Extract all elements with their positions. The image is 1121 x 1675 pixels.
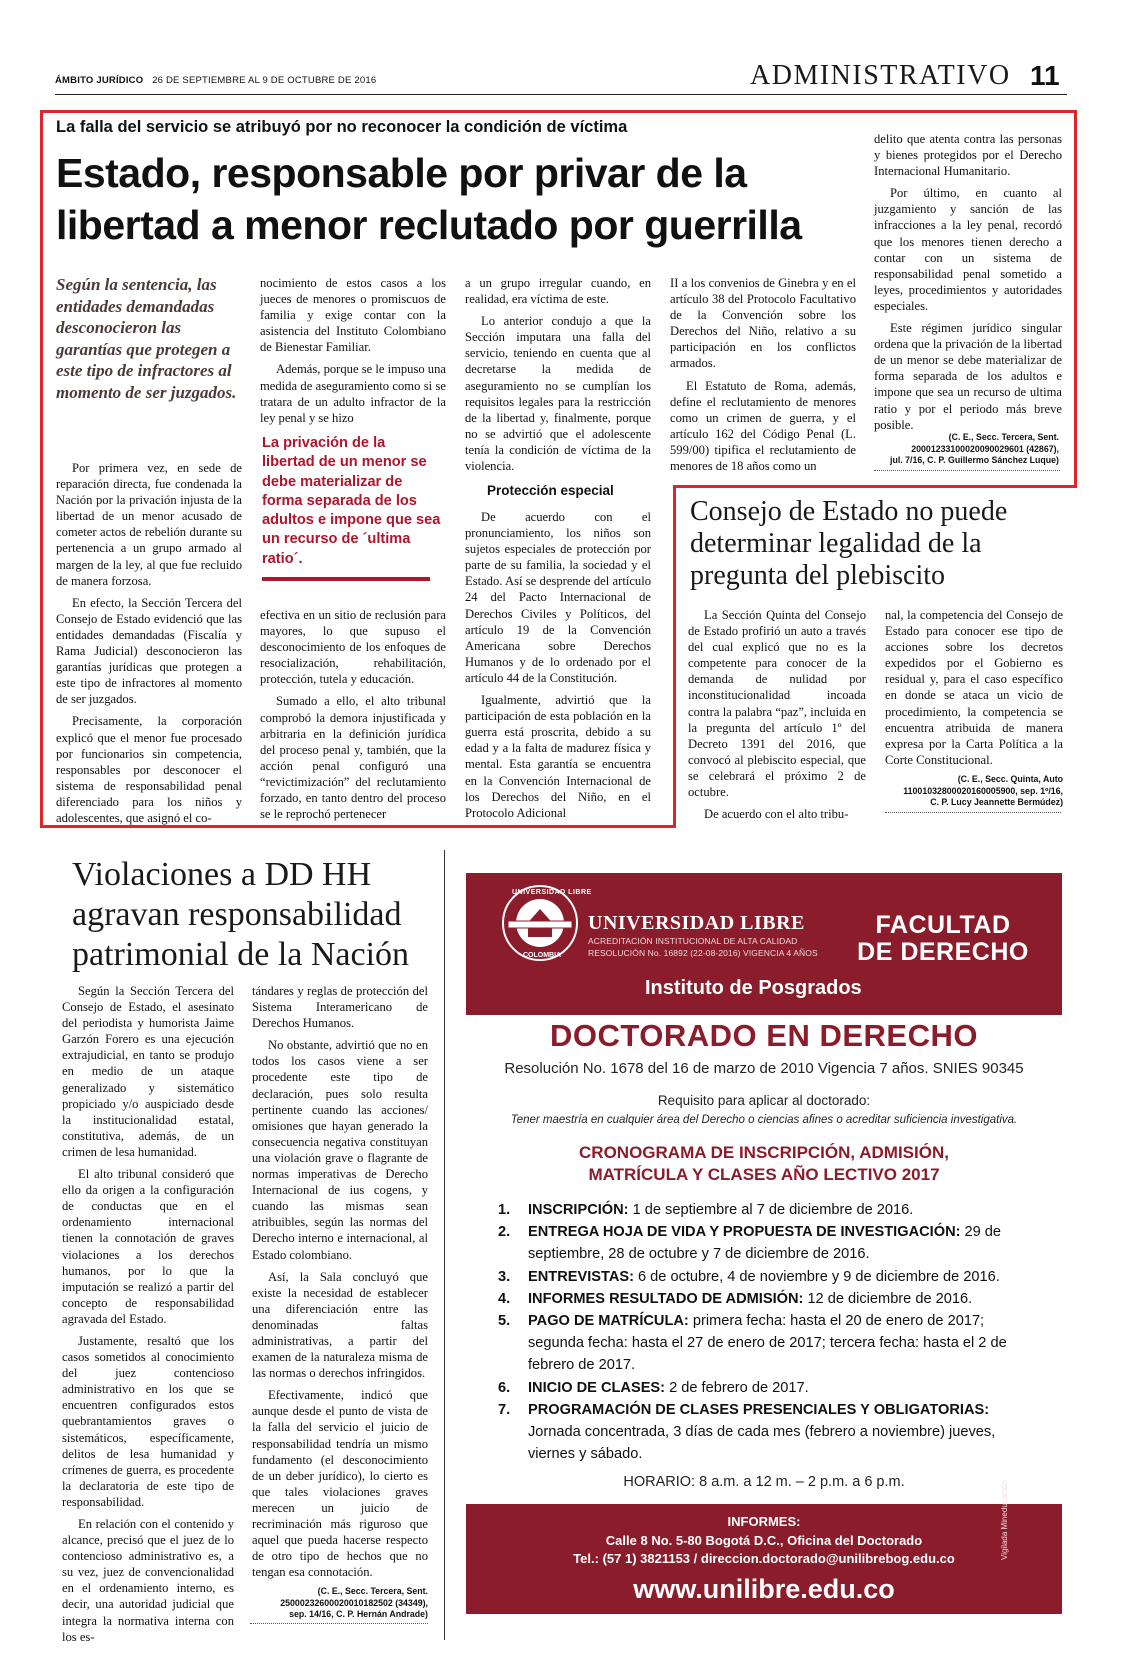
article1-lead: Según la sentencia, las entidades demandadas desconocieron las garantías que protegen a este tipo de infractores al momento de ser juzgados.: [56, 275, 237, 402]
paragraph: Efectivamente, indicó que aunque desde el punto de vista de la falla del servicio el juicio de responsabilidad tendría un mismo fundamento (el desconocimiento de un deber jurídico), lo cierto es que tales violaciones graves merecen un juicio de recriminación más riguroso que aquel que pueda hacerse respecto de otro tipo de hechos que no tengan esa connotación.: [252, 1388, 428, 1580]
item-label: ENTREGA HOJA DE VIDA Y PROPUESTA DE INVESTIGACIÓN:: [528, 1224, 961, 1241]
item-number: 7.: [498, 1401, 511, 1418]
institute-name: Instituto de Posgrados: [645, 977, 862, 999]
paragraph: Según la Sección Tercera del Consejo de Estado, el asesinato del periodista y humorista Jaime Garzón Forero es una ejecución extrajudicial, en tanto se produjo en medio de un ataque generalizado y sistemático propiciado y/o auspiciado desde la institucionalidad estatal, constitutiva, además, de un crimen de lesa humanidad.: [62, 984, 234, 1159]
paragraph: En efecto, la Sección Tercera del Consejo de Estado evidenció que las entidades demandadas (Fiscalía y Rama Judicial) desconocieron las garantías jurídicas que protegen a este tipo de infractores al momento de ser juzgados.: [56, 595, 242, 707]
item-text: 6 de octubre, 4 de noviembre y 9 de diciembre de 2016.: [633, 1268, 1000, 1285]
requirement-title: Requisito para aplicar al doctorado:: [657, 1093, 871, 1108]
paragraph: Precisamente, la corporación explicó que el menor fue procesado por funcionarios sin competencia, responsables por desconocer el sistema de responsabilidad penal diferenciado para los niños y adolescentes, que asignó el co-: [56, 714, 242, 825]
pullquote-bar: [262, 577, 430, 581]
issue-date: 26 DE SEPTIEMBRE AL 9 DE OCTUBRE DE 2016: [152, 75, 377, 86]
article3-col2: [252, 983, 428, 1580]
article-highlight-inner-edge: [673, 485, 1077, 488]
paragraph: Justamente, resaltó que los casos sometidos al conocimiento del juez contencioso administrativo en los que se encuentren configurados estos quebrantamientos graves o sistemáticos, específicamente, delitos de lesa humanidad y crímenes de guerra, es procedente la declaratoria de este tipo de responsabilidad.: [62, 1333, 234, 1509]
schedule-item: [498, 1377, 1034, 1399]
article3-citation: [250, 1586, 428, 1621]
citation-line: C. P. Lucy Jeannette Bermúdez): [930, 797, 1063, 807]
paragraph: a un grupo irregular cuando, en realidad, era víctima de este.: [465, 276, 651, 307]
paragraph: II a los convenios de Ginebra y en el artículo 38 del Protocolo Facultativo de la Convención sobre los Derechos del Niño, relativo a su participación en los conflictos armados.: [670, 276, 856, 371]
accreditation-line: ACREDITACIÓN INSTITUCIONAL DE ALTA CALIDAD: [588, 936, 798, 946]
article2-headline: Consejo de Estado no puede determinar legalidad de la pregunta del plebiscito: [690, 496, 1008, 591]
paragraph: En relación con el contenido y alcance, precisó que el juez de lo contencioso administrativo es, a su vez, juez de convencionalidad en el ordenamiento interno, es decir, una autoridad judicial que integra la normativa interna con los es-: [62, 1517, 234, 1644]
faculty-name: [848, 912, 1038, 966]
paragraph: Además, porque se le impuso una medida de aseguramiento como si se tratara de un adulto infractor de la ley penal y se hizo: [260, 362, 446, 425]
item-label: PAGO DE MATRÍCULA:: [528, 1313, 689, 1330]
paragraph: El alto tribunal consideró que ello da origen a la configuración de conductas que en el ordenamiento internacional tienen la connotación de graves violaciones a los derechos humanos, por lo que la imputación se realizó a partir del concepto de responsabilidad agravada del Estado.: [62, 1167, 234, 1326]
citation-rule: [885, 812, 1061, 813]
item-text: 12 de diciembre de 2016.: [803, 1290, 973, 1307]
citation-line: 20001233100020090029601 (42867),: [911, 443, 1059, 454]
item-number: 5.: [498, 1313, 511, 1330]
paragraph: Igualmente, advirtió que la participación de esta población en la guerra está proscrita, debido a su edad y a la falta de madurez física y mental. Esta garantía se encuentra en la Convención Internacional de los Derechos del Niño, en el Protocolo Adicional: [465, 693, 651, 820]
paragraph: El Estatuto de Roma, además, define el reclutamiento de menores como un crimen de guerra, y el artículo 162 del Código Penal (L. 599/00) tipifica el reclutamiento de menores de 18 años como un: [670, 378, 856, 474]
article3-col1: [62, 983, 234, 1645]
article1-col1: [56, 460, 242, 826]
article-highlight-inner-corner: [673, 485, 676, 828]
citation-rule: [250, 1623, 428, 1624]
article1-col3-top: [465, 275, 651, 474]
faculty-line: DE DERECHO: [857, 938, 1029, 966]
schedule-list: [498, 1199, 1034, 1465]
paragraph: No obstante, advirtió que no en todos los casos viene a ser procedente este tipo de declaración, pues solo resulta pertinente cuando las acciones/ omisiones que hayan generado la consecuencia negativa constituyan una violación grave o flagrante de normas imperativas de Derecho Internacional de ius cogens, y cuando las mismas sean atribuibles, según las normas del Derecho interno e internacional, al Estado colombiano.: [252, 1038, 428, 1262]
paragraph: delito que atenta contra las personas y bienes protegidos por el Derecho Internacional Humanitario.: [874, 132, 1062, 179]
address: Calle 8 No. 5-80 Bogotá D.C., Oficina del Doctorado: [605, 1533, 923, 1548]
schedule-item: [498, 1221, 1034, 1265]
item-number: 3.: [498, 1268, 511, 1285]
info-title: INFORMES:: [727, 1514, 801, 1529]
schedule-title-line: MATRÍCULA Y CLASES AÑO LECTIVO 2017: [588, 1165, 940, 1184]
article1-subhead: Protección especial: [487, 483, 614, 498]
page-number: 11: [1030, 60, 1060, 91]
item-label: INFORMES RESULTADO DE ADMISIÓN:: [528, 1290, 804, 1307]
paragraph: Así, la Sala concluyó que existe la necesidad de establecer una diferenciación entre las denominadas faltas administrativas, a partir del examen de la naturaleza misma de las normas o derechos infringidos.: [252, 1269, 428, 1381]
header-rule: [55, 94, 1067, 95]
citation-line: (C. E., Secc. Quinta, Auto: [957, 774, 1063, 784]
paragraph: Por primera vez, en sede de reparación directa, fue condenada la Nación por la privación injusta de la libertad de un menor acusado de cometer actos de rebelión durante su pertenencia a un grupo armado al margen de la ley, al que fue recluido de manera forzosa.: [56, 461, 242, 588]
office-hours: HORARIO: 8 a.m. a 12 m. – 2 p.m. a 6 p.m.: [623, 1474, 905, 1490]
article1-headline: Estado, responsable por privar de la libertad a menor reclutado por guerrilla: [56, 150, 802, 248]
schedule-title-line: CRONOGRAMA DE INSCRIPCIÓN, ADMISIÓN,: [579, 1143, 949, 1162]
university-name: UNIVERSIDAD LIBRE: [588, 912, 805, 934]
item-number: 6.: [498, 1379, 511, 1396]
column-divider: [444, 850, 445, 1640]
article1-col3-bottom: [465, 509, 651, 821]
item-text: primera fecha: hasta el 20 de enero de 2017; segunda fecha: hasta el 27 de enero de 2017; tercera fecha: hasta el 2 de febrero de 2017.: [528, 1313, 1007, 1374]
item-text: 1 de septiembre al 7 de diciembre de 2016.: [628, 1202, 914, 1218]
citation-line: jul. 7/16, C. P. Guillermo Sánchez Luque): [890, 455, 1059, 465]
publication-name: ÁMBITO JURÍDICO: [55, 75, 144, 86]
paragraph: Lo anterior condujo a que la Sección imputara una falla del servicio, teniendo en cuenta que al decretarse la medida de aseguramiento no se cumplían los requisitos legales para la restricción de la libertad y, finalmente, porque no se advirtió que el adolescente tenía la condición de víctima de la violencia.: [465, 314, 651, 474]
article1-col4: [670, 275, 856, 474]
article1-kicker: La falla del servicio se atribuyó por no reconocer la condición de víctima: [56, 118, 628, 136]
vertical-note: Vigilada Mineducación: [1000, 1480, 1009, 1560]
article2-citation: [833, 774, 1063, 809]
program-resolution: Resolución No. 1678 del 16 de marzo de 2010 Vigencia 7 años. SNIES 90345: [504, 1060, 1024, 1077]
item-label: PROGRAMACIÓN DE CLASES PRESENCIALES Y OBLIGATORIAS:: [528, 1401, 990, 1418]
schedule-item: [498, 1399, 1034, 1466]
citation-rule: [874, 470, 1060, 471]
section-title: ADMINISTRATIVO: [750, 60, 1011, 91]
resolution-line: RESOLUCIÓN No. 16892 (22-08-2016) VIGENCIA 4 AÑOS: [588, 948, 818, 958]
faculty-line: FACULTAD: [875, 911, 1011, 939]
item-text: Jornada concentrada, 3 días de cada mes (febrero a noviembre) jueves, viernes y sábado.: [528, 1424, 996, 1463]
item-number: 4.: [498, 1290, 511, 1307]
article1-col2-top: [260, 275, 446, 426]
article2-col2: [885, 607, 1063, 768]
article1-pullquote: La privación de la libertad de un menor se debe materializar de forma separada de los adultos e impone que sea un recurso de ´ultima ratio´.: [262, 435, 441, 567]
article1-col5: [874, 131, 1062, 433]
paragraph: efectiva en un sitio de reclusión para mayores, lo que supuso el desconocimiento de los enfoques de resocialización, rehabilitación, protección, tutela y educación.: [260, 608, 446, 687]
program-title: DOCTORADO EN DERECHO: [550, 1018, 978, 1053]
paragraph: De acuerdo con el pronunciamiento, los niños son sujetos especiales de protección por parte de su familia, la sociedad y el Estado. Así se desprende del artículo 24 del Pacto Internacional de Derechos Civiles y Políticos, del artículo 19 de la Convención Americana sobre Derechos Humanos y de lo ordenado por el artículo 44 de la Constitución.: [465, 510, 651, 685]
citation-line: 25000232600020010182502 (34349),: [280, 1597, 428, 1608]
schedule-title: [466, 1142, 1062, 1186]
article1-col2-bottom: [260, 607, 446, 822]
contact-line: Tel.: (57 1) 3821153 / direccion.doctorado@unilibrebog.edu.co: [573, 1551, 955, 1566]
item-label: ENTREVISTAS:: [528, 1268, 634, 1285]
paragraph: Por último, en cuanto al juzgamiento y sanción de las infracciones a la ley penal, recordó que los menores tienen derecho a contar con un sistema de responsabilidad penal sometido a leyes, procedimientos y autoridades especiales.: [874, 186, 1062, 313]
schedule-item: [498, 1288, 1034, 1310]
schedule-item: [498, 1266, 1034, 1288]
item-number: 1.: [498, 1202, 511, 1218]
ad-contact-banner: [466, 1504, 1062, 1614]
paragraph: nocimiento de estos casos a los jueces de menores o promiscuos de familia y exige contar con la asistencia del Instituto Colombiano de Bienestar Familiar.: [260, 276, 446, 355]
article3-headline: Violaciones a DD HH agravan responsabilidad patrimonial de la Nación: [72, 856, 410, 973]
item-text: 29 de septiembre, 28 de octubre y 7 de diciembre de 2016.: [528, 1224, 1002, 1263]
seal-text-top: UNIVERSIDAD LIBRE: [512, 889, 592, 896]
item-number: 2.: [498, 1224, 511, 1241]
citation-line: sep. 14/16, C. P. Hernán Andrade): [289, 1609, 428, 1619]
schedule-item: [498, 1310, 1034, 1377]
article1-citation: [839, 432, 1059, 467]
citation-line: (C. E., Secc. Tercera, Sent.: [317, 1586, 428, 1596]
citation-line: 11001032800020160005900, sep. 1º/16,: [903, 785, 1063, 796]
publication-header: [55, 75, 376, 86]
paragraph: De acuerdo con el alto tribu-: [704, 807, 849, 822]
paragraph: Sumado a ello, el alto tribunal comprobó la demora injustificada y arbitraria en la definición jurídica del proceso penal y, también, que la acción penal configuró una “revictimización” del reclutamiento forzado, en tanto dentro del proceso se le reprochó pertenecer: [260, 694, 446, 822]
paragraph: Este régimen jurídico singular ordena que la privación de la libertad de un menor se debe materializar de forma separada de los adultos e impone que sea un recurso de ultima ratio y por el periodo más breve posible.: [874, 321, 1062, 432]
paragraph: La Sección Quinta del Consejo de Estado profirió un auto a través del cual explicó que no es la competente para conocer de la demanda de nulidad por inconstitucionalidad incoada contra la palabra “paz”, incluida en la pregunta del artículo 1º del Decreto 1391 del 2016, que convocó al plebiscito especial, que se celebrará el próximo 2 de octubre.: [688, 608, 866, 800]
requirement-text: Tener maestría en cualquier área del Derecho o ciencias afines o acreditar suficiencia investigativa.: [510, 1114, 1018, 1126]
item-text: 2 de febrero de 2017.: [665, 1379, 809, 1396]
item-label: INSCRIPCIÓN:: [528, 1202, 629, 1218]
schedule-item: [498, 1199, 1034, 1221]
seal-text-bottom: COLOMBIA: [523, 952, 562, 959]
paragraph: tándares y reglas de protección del Sistema Interamericano de Derechos Humanos.: [252, 984, 428, 1031]
citation-line: (C. E., Secc. Tercera, Sent.: [948, 432, 1059, 442]
item-label: INICIO DE CLASES:: [528, 1379, 666, 1396]
website-link[interactable]: www.unilibre.edu.co: [633, 1574, 895, 1604]
paragraph: nal, la competencia del Consejo de Estado para conocer ese tipo de acciones sobre los decretos expedidos por el Gobierno es residual y, para el caso específico en donde se ataca un vicio de procedimiento, la competencia se encuentra atribuida de manera expresa por la Carta Política a la Corte Constitucional.: [885, 608, 1063, 767]
